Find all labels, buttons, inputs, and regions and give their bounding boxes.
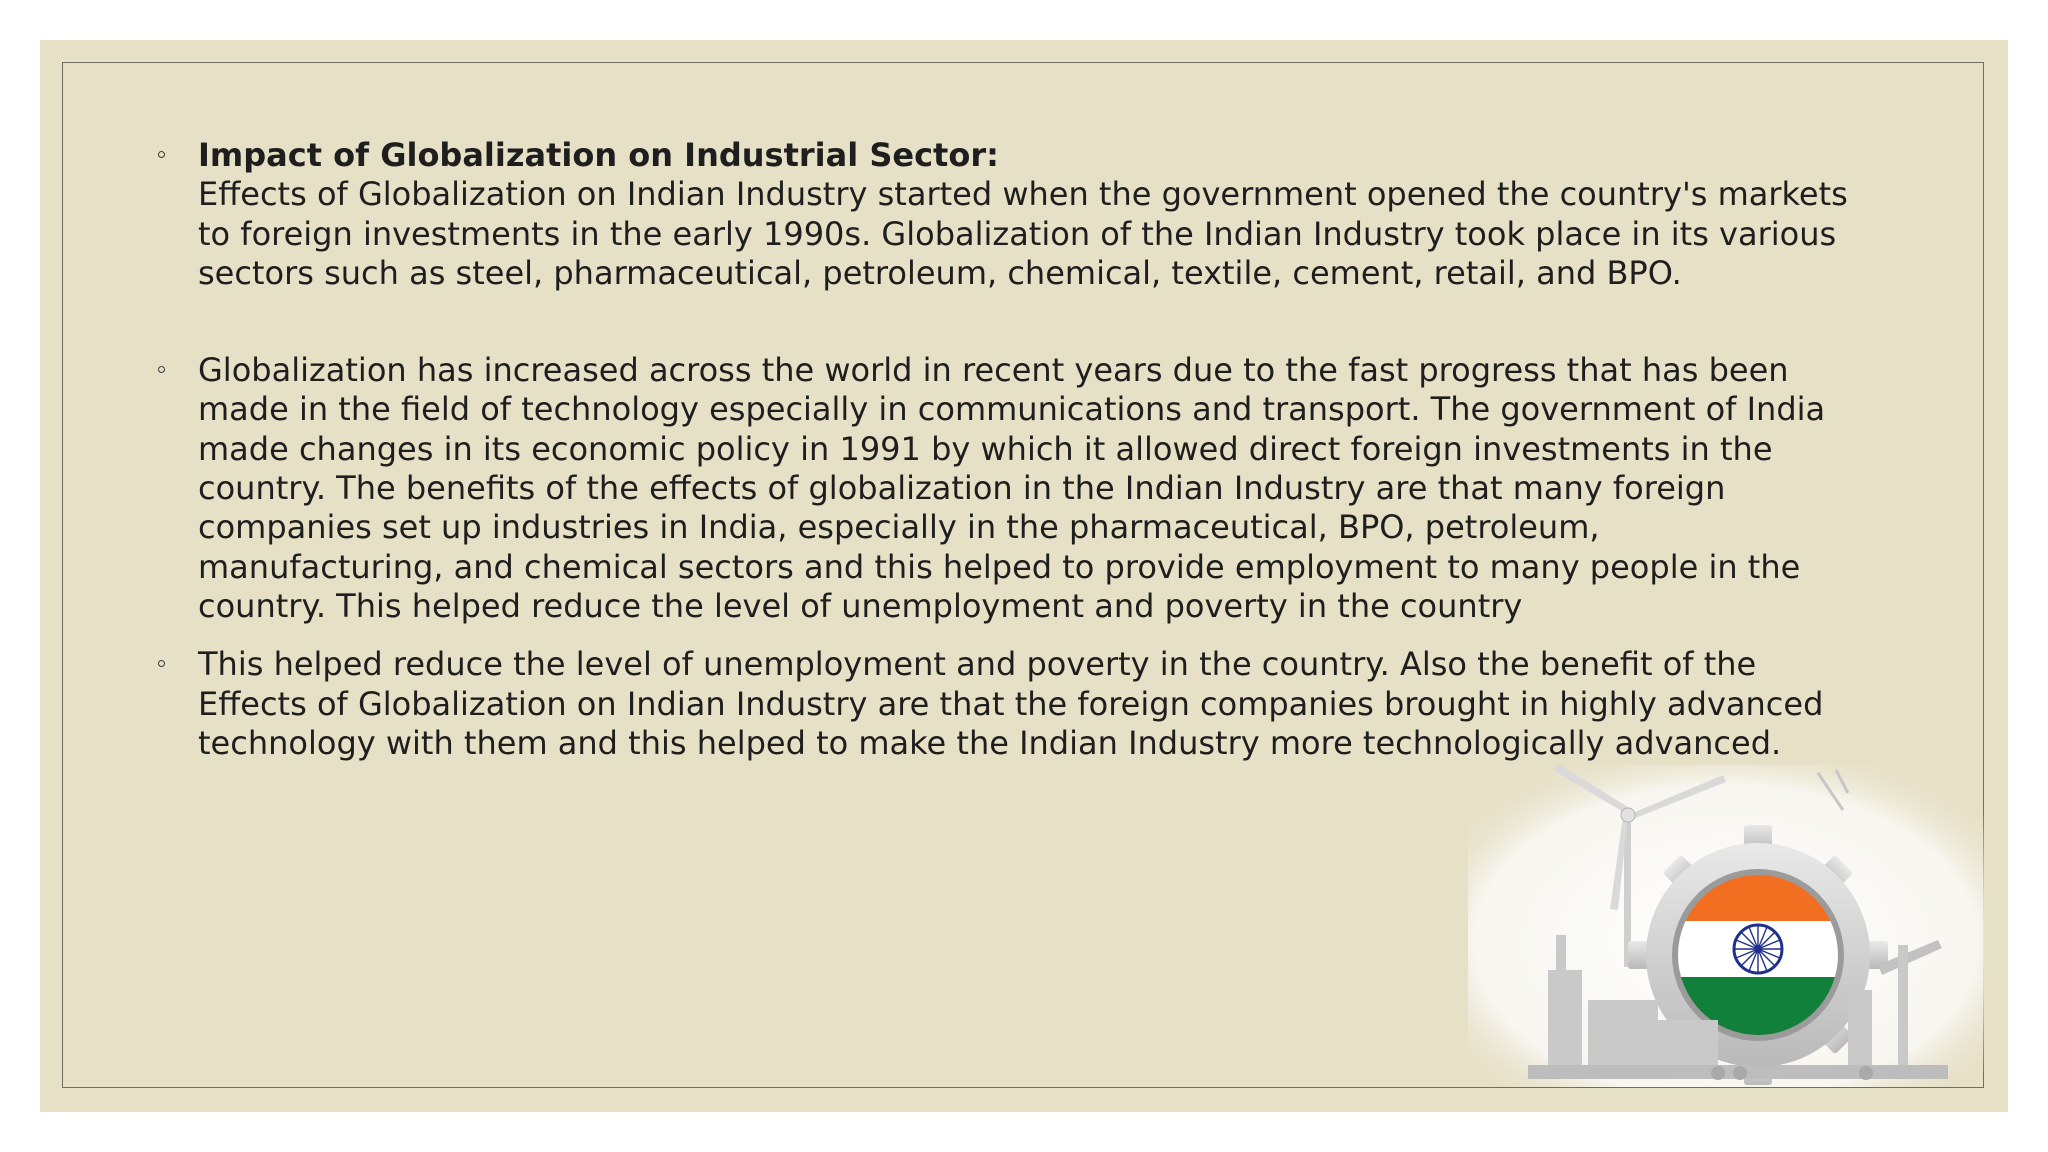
bullet-text: Effects of Globalization on Indian Industry started when the government opened the country's markets to foreign investments in the early 1990s. Globalization of the Indian Industry took place in its various sectors such as steel, pharmaceutical, petroleum, chemical, textile, cement, retail, and BPO.	[198, 175, 1848, 292]
bullet-item	[158, 351, 1848, 626]
bullet-list	[158, 136, 1848, 763]
bullet-marker-icon	[158, 660, 165, 667]
bullet-marker-icon	[158, 366, 165, 373]
bullet-marker-icon	[158, 151, 165, 158]
bullet-text: Globalization has increased across the world in recent years due to the fast progress that has been made in the field of technology especially in communications and transport. The government of India made changes in its economic policy in 1991 by which it allowed direct foreign investments in the country. The benefits of the effects of globalization in the Indian Industry are that many foreign companies set up industries in India, especially in the pharmaceutical, BPO, petroleum, manufacturing, and chemical sectors and this helped to provide employment to many people in the country. This helped reduce the level of unemployment and poverty in the country	[198, 351, 1826, 625]
section-heading: Impact of Globalization on Industrial Sector:	[198, 136, 999, 174]
bullet-item	[158, 136, 1848, 293]
bullet-text: This helped reduce the level of unemployment and poverty in the country. Also the benefit of the Effects of Globalization on Indian Industry are that the foreign companies brought in highly advanced technology with them and this helped to make the Indian Industry more technologically advanced.	[198, 645, 1824, 762]
bullet-item	[158, 645, 1848, 763]
india-industry-gear-flag-illustration	[1468, 765, 1984, 1087]
